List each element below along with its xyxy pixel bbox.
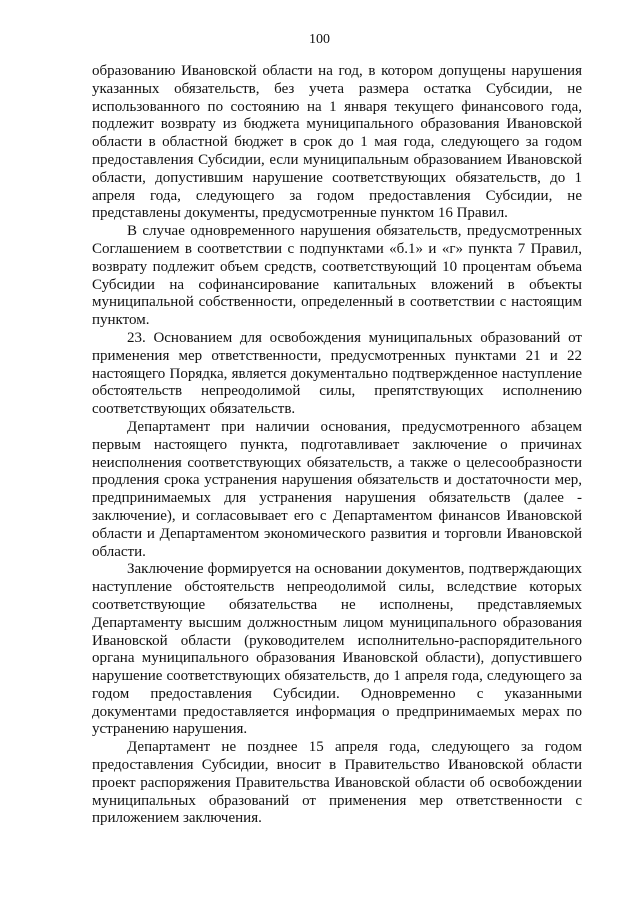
paragraph-conclusion-basis: Заключение формируется на основании документов, подтверждающих наступление обстоятельств непреодолимой силы, вследствие которых соответствующие обязательства не исполнены, представляемых Департаменту высшим должностным лицом муниципального образования Ивановской области (руководителем исполнительно-распорядительного органа муниципального образования Ивановской области), допустившего нарушение соответствующих обязательств, до 1 апреля года, следующего за годом предоставления Субсидии. Одновременно с указанными документами предоставляется информация о предпринимаемых мерах по устранению нарушения. bbox=[92, 561, 582, 738]
paragraph-item-23: 23. Основанием для освобождения муниципальных образований от применения мер ответственности, предусмотренных пунктами 21 и 22 настоящего Порядка, является документально подтвержденное наступление обстоятельств непреодолимой силы, препятствующих исполнению соответствующих обязательств. bbox=[92, 329, 582, 418]
document-body bbox=[92, 63, 582, 828]
paragraph-continuation: образованию Ивановской области на год, в котором допущены нарушения указанных обязательств, без учета размера остатка Субсидии, не использованного по состоянию на 1 января текущего финансового года, подлежит возврату из бюджета муниципального образования Ивановской области в областной бюджет в срок до 1 мая года, следующего за годом предоставления Субсидии, если муниципальным образованием Ивановской области, допустившим нарушение соответствующих обязательств, до 1 апреля года, следующего за годом предоставления Субсидии, не представлены документы, предусмотренные пунктом 16 Правил. bbox=[92, 63, 582, 222]
paragraph-draft-order: Департамент не позднее 15 апреля года, следующего за годом предоставления Субсидии, вносит в Правительство Ивановской области проект распоряжения Правительства Ивановской области об освобождении муниципальных образований от применения мер ответственности с приложением заключения. bbox=[92, 739, 582, 827]
paragraph-department-conclusion: Департамент при наличии основания, предусмотренного абзацем первым настоящего пункта, подготавливает заключение о причинах неисполнения соответствующих обязательств, а также о целесообразности продления срока устранения нарушения обязательств и достаточности мер, предпринимаемых для устранения нарушения обязательств (далее - заключение), и согласовывает его с Департаментом финансов Ивановской области и Департаментом экономического развития и торговли Ивановской области. bbox=[92, 418, 582, 560]
page-number: 100 bbox=[309, 32, 330, 47]
paragraph-simultaneous-violation: В случае одновременного нарушения обязательств, предусмотренных Соглашением в соответствии с подпунктами «б.1» и «г» пункта 7 Правил, возврату подлежит объем средств, соответствующий 10 процентам объема Субсидии на софинансирование капитальных вложений в объекты муниципальной собственности, определенный в соответствии с настоящим пунктом. bbox=[92, 223, 582, 329]
